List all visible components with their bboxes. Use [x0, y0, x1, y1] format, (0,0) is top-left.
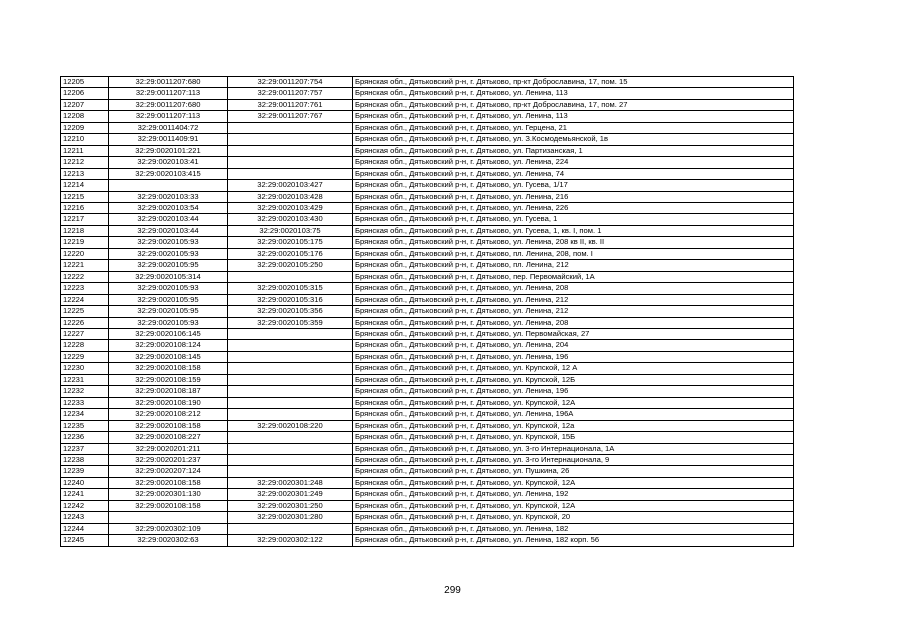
- address-cell: Брянская обл., Дятьковский р-н, г. Дятьково, ул. Ленина, 212: [353, 294, 794, 305]
- table-row: [61, 111, 794, 122]
- address-cell: Брянская обл., Дятьковский р-н, г. Дятьково, ул. Ленина, 224: [353, 157, 794, 168]
- address-cell: Брянская обл., Дятьковский р-н, г. Дятьково, ул. Гусева, 1, кв. I, пом. 1: [353, 225, 794, 236]
- table-row: [61, 409, 794, 420]
- cadastral-number-cell: 32:29:0020105:95: [109, 306, 228, 317]
- table-row: [61, 386, 794, 397]
- row-number-cell: 12223: [61, 283, 109, 294]
- address-cell: Брянская обл., Дятьковский р-н, г. Дятьково, ул. Ленина, 113: [353, 88, 794, 99]
- object-cadastral-number-cell: 32:29:0020105:359: [228, 317, 353, 328]
- object-cadastral-number-cell: 32:29:0020105:175: [228, 237, 353, 248]
- table-row: [61, 500, 794, 511]
- cadastral-number-cell: 32:29:0020103:44: [109, 225, 228, 236]
- table-row: [61, 489, 794, 500]
- table-body: [61, 77, 794, 547]
- cadastral-number-cell: 32:29:0011207:113: [109, 111, 228, 122]
- cadastral-number-cell: 32:29:0011207:680: [109, 99, 228, 110]
- object-cadastral-number-cell: [228, 523, 353, 534]
- table-row: [61, 432, 794, 443]
- object-cadastral-number-cell: 32:29:0011207:761: [228, 99, 353, 110]
- object-cadastral-number-cell: 32:29:0020302:122: [228, 535, 353, 546]
- cadastral-number-cell: 32:29:0011409:91: [109, 134, 228, 145]
- table-row: [61, 523, 794, 534]
- row-number-cell: 12230: [61, 363, 109, 374]
- row-number-cell: 12218: [61, 225, 109, 236]
- table-row: [61, 134, 794, 145]
- cadastral-number-cell: 32:29:0020105:93: [109, 248, 228, 259]
- address-cell: Брянская обл., Дятьковский р-н, г. Дятьково, ул. Ленина, 74: [353, 168, 794, 179]
- object-cadastral-number-cell: 32:29:0020105:250: [228, 260, 353, 271]
- row-number-cell: 12231: [61, 374, 109, 385]
- object-cadastral-number-cell: [228, 340, 353, 351]
- cadastral-number-cell: 32:29:0020103:41: [109, 157, 228, 168]
- table-row: [61, 168, 794, 179]
- table-row: [61, 306, 794, 317]
- address-cell: Брянская обл., Дятьковский р-н, г. Дятьково, ул. 3-го Интернационала, 9: [353, 454, 794, 465]
- row-number-cell: 12209: [61, 122, 109, 133]
- table-row: [61, 317, 794, 328]
- cadastral-number-cell: 32:29:0011404:72: [109, 122, 228, 133]
- address-cell: Брянская обл., Дятьковский р-н, г. Дятьково, ул. Ленина, 196: [353, 386, 794, 397]
- table-row: [61, 512, 794, 523]
- table-row: [61, 477, 794, 488]
- cadastral-number-cell: 32:29:0020201:237: [109, 454, 228, 465]
- address-cell: Брянская обл., Дятьковский р-н, г. Дятьково, ул. Гусева, 1/17: [353, 180, 794, 191]
- table-row: [61, 535, 794, 546]
- row-number-cell: 12229: [61, 351, 109, 362]
- cadastral-number-cell: 32:29:0020108:212: [109, 409, 228, 420]
- address-cell: Брянская обл., Дятьковский р-н, г. Дятьково, ул. Партизанская, 1: [353, 145, 794, 156]
- table-row: [61, 271, 794, 282]
- row-number-cell: 12240: [61, 477, 109, 488]
- address-cell: Брянская обл., Дятьковский р-н, г. Дятьково, ул. Крупской, 12А: [353, 500, 794, 511]
- cadastral-number-cell: 32:29:0020302:63: [109, 535, 228, 546]
- address-cell: Брянская обл., Дятьковский р-н, г. Дятьково, ул. Ленина, 182: [353, 523, 794, 534]
- object-cadastral-number-cell: [228, 374, 353, 385]
- address-cell: Брянская обл., Дятьковский р-н, г. Дятьково, пл. Ленина, 212: [353, 260, 794, 271]
- row-number-cell: 12241: [61, 489, 109, 500]
- cadastral-number-cell: 32:29:0020108:145: [109, 351, 228, 362]
- table-row: [61, 443, 794, 454]
- cadastral-number-cell: 32:29:0020108:158: [109, 363, 228, 374]
- object-cadastral-number-cell: [228, 168, 353, 179]
- table-row: [61, 260, 794, 271]
- cadastral-number-cell: 32:29:0020207:124: [109, 466, 228, 477]
- cadastral-number-cell: 32:29:0020103:44: [109, 214, 228, 225]
- cadastral-number-cell: 32:29:0020108:159: [109, 374, 228, 385]
- cadastral-number-cell: 32:29:0020108:124: [109, 340, 228, 351]
- table-row: [61, 420, 794, 431]
- cadastral-number-cell: 32:29:0020301:130: [109, 489, 228, 500]
- object-cadastral-number-cell: 32:29:0011207:767: [228, 111, 353, 122]
- address-cell: Брянская обл., Дятьковский р-н, г. Дятьково, ул. Первомайская, 27: [353, 328, 794, 339]
- address-cell: Брянская обл., Дятьковский р-н, г. Дятьково, ул. Крупской, 12Б: [353, 374, 794, 385]
- row-number-cell: 12210: [61, 134, 109, 145]
- table-row: [61, 157, 794, 168]
- object-cadastral-number-cell: 32:29:0020301:280: [228, 512, 353, 523]
- address-cell: Брянская обл., Дятьковский р-н, г. Дятьково, ул. Крупской, 12А: [353, 397, 794, 408]
- address-cell: Брянская обл., Дятьковский р-н, г. Дятьково, ул. Крупской, 12а: [353, 420, 794, 431]
- row-number-cell: 12242: [61, 500, 109, 511]
- row-number-cell: 12244: [61, 523, 109, 534]
- object-cadastral-number-cell: [228, 134, 353, 145]
- table-row: [61, 328, 794, 339]
- address-cell: Брянская обл., Дятьковский р-н, г. Дятьково, ул. Ленина, 113: [353, 111, 794, 122]
- cadastral-number-cell: 32:29:0020201:211: [109, 443, 228, 454]
- row-number-cell: 12232: [61, 386, 109, 397]
- row-number-cell: 12243: [61, 512, 109, 523]
- address-cell: Брянская обл., Дятьковский р-н, г. Дятьково, ул. Ленина, 226: [353, 202, 794, 213]
- address-cell: Брянская обл., Дятьковский р-н, г. Дятьково, ул. Ленина, 204: [353, 340, 794, 351]
- cadastral-number-cell: 32:29:0020103:33: [109, 191, 228, 202]
- cadastral-number-cell: 32:29:0020302:109: [109, 523, 228, 534]
- table-row: [61, 99, 794, 110]
- object-cadastral-number-cell: 32:29:0020105:176: [228, 248, 353, 259]
- object-cadastral-number-cell: [228, 363, 353, 374]
- address-cell: Брянская обл., Дятьковский р-н, г. Дятьково, ул. Пушкина, 26: [353, 466, 794, 477]
- address-cell: Брянская обл., Дятьковский р-н, г. Дятьково, пр-кт Доброславина, 17, пом. 27: [353, 99, 794, 110]
- object-cadastral-number-cell: [228, 432, 353, 443]
- row-number-cell: 12245: [61, 535, 109, 546]
- cadastral-number-cell: [109, 180, 228, 191]
- address-cell: Брянская обл., Дятьковский р-н, г. Дятьково, ул. Ленина, 182 корп. 56: [353, 535, 794, 546]
- address-cell: Брянская обл., Дятьковский р-н, г. Дятьково, ул. Ленина, 208 кв II, кв. II: [353, 237, 794, 248]
- object-cadastral-number-cell: 32:29:0020103:430: [228, 214, 353, 225]
- table-row: [61, 180, 794, 191]
- object-cadastral-number-cell: [228, 351, 353, 362]
- object-cadastral-number-cell: 32:29:0011207:754: [228, 77, 353, 88]
- table-row: [61, 248, 794, 259]
- row-number-cell: 12216: [61, 202, 109, 213]
- table-row: [61, 122, 794, 133]
- address-cell: Брянская обл., Дятьковский р-н, г. Дятьково, ул. Ленина, 208: [353, 283, 794, 294]
- cadastral-number-cell: 32:29:0020108:158: [109, 420, 228, 431]
- table-row: [61, 214, 794, 225]
- row-number-cell: 12235: [61, 420, 109, 431]
- address-cell: Брянская обл., Дятьковский р-н, г. Дятьково, ул. 3-го Интернационала, 1А: [353, 443, 794, 454]
- object-cadastral-number-cell: 32:29:0011207:757: [228, 88, 353, 99]
- cadastral-number-cell: 32:29:0020105:95: [109, 294, 228, 305]
- row-number-cell: 12207: [61, 99, 109, 110]
- address-cell: Брянская обл., Дятьковский р-н, г. Дятьково, пл. Ленина, 208, пом. I: [353, 248, 794, 259]
- address-cell: Брянская обл., Дятьковский р-н, г. Дятьково, ул. Ленина, 212: [353, 306, 794, 317]
- address-cell: Брянская обл., Дятьковский р-н, г. Дятьково, ул. Гусева, 1: [353, 214, 794, 225]
- row-number-cell: 12225: [61, 306, 109, 317]
- object-cadastral-number-cell: 32:29:0020105:315: [228, 283, 353, 294]
- table-row: [61, 77, 794, 88]
- object-cadastral-number-cell: [228, 386, 353, 397]
- object-cadastral-number-cell: [228, 328, 353, 339]
- address-cell: Брянская обл., Дятьковский р-н, г. Дятьково, ул. Герцена, 21: [353, 122, 794, 133]
- table-row: [61, 466, 794, 477]
- table-row: [61, 294, 794, 305]
- table-row: [61, 145, 794, 156]
- cadastral-number-cell: 32:29:0020105:93: [109, 317, 228, 328]
- cadastral-number-cell: 32:29:0020108:227: [109, 432, 228, 443]
- table-row: [61, 454, 794, 465]
- address-cell: Брянская обл., Дятьковский р-н, г. Дятьково, пр-кт Доброславина, 17, пом. 15: [353, 77, 794, 88]
- row-number-cell: 12220: [61, 248, 109, 259]
- row-number-cell: 12213: [61, 168, 109, 179]
- table-row: [61, 202, 794, 213]
- table-row: [61, 237, 794, 248]
- cadastral-number-cell: 32:29:0020105:314: [109, 271, 228, 282]
- row-number-cell: 12224: [61, 294, 109, 305]
- row-number-cell: 12222: [61, 271, 109, 282]
- object-cadastral-number-cell: 32:29:0020105:316: [228, 294, 353, 305]
- row-number-cell: 12239: [61, 466, 109, 477]
- object-cadastral-number-cell: 32:29:0020103:427: [228, 180, 353, 191]
- cadastral-number-cell: 32:29:0020101:221: [109, 145, 228, 156]
- table-row: [61, 374, 794, 385]
- table-row: [61, 191, 794, 202]
- object-cadastral-number-cell: 32:29:0020105:356: [228, 306, 353, 317]
- cadastral-number-cell: 32:29:0020105:93: [109, 237, 228, 248]
- table-row: [61, 88, 794, 99]
- object-cadastral-number-cell: 32:29:0020103:75: [228, 225, 353, 236]
- object-cadastral-number-cell: [228, 466, 353, 477]
- row-number-cell: 12233: [61, 397, 109, 408]
- address-cell: Брянская обл., Дятьковский р-н, г. Дятьково, ул. Крупской, 12А: [353, 477, 794, 488]
- object-cadastral-number-cell: [228, 145, 353, 156]
- address-cell: Брянская обл., Дятьковский р-н, г. Дятьково, ул. Крупской, 15Б: [353, 432, 794, 443]
- table-row: [61, 340, 794, 351]
- object-cadastral-number-cell: [228, 443, 353, 454]
- address-cell: Брянская обл., Дятьковский р-н, г. Дятьково, ул. З.Космодемьянской, 1в: [353, 134, 794, 145]
- row-number-cell: 12208: [61, 111, 109, 122]
- row-number-cell: 12214: [61, 180, 109, 191]
- row-number-cell: 12205: [61, 77, 109, 88]
- object-cadastral-number-cell: [228, 271, 353, 282]
- cadastral-number-cell: 32:29:0020105:93: [109, 283, 228, 294]
- object-cadastral-number-cell: 32:29:0020108:220: [228, 420, 353, 431]
- object-cadastral-number-cell: 32:29:0020301:249: [228, 489, 353, 500]
- cadastral-number-cell: 32:29:0020108:158: [109, 500, 228, 511]
- object-cadastral-number-cell: [228, 454, 353, 465]
- row-number-cell: 12215: [61, 191, 109, 202]
- address-cell: Брянская обл., Дятьковский р-н, г. Дятьково, ул. Ленина, 196А: [353, 409, 794, 420]
- table-row: [61, 363, 794, 374]
- cadastral-number-cell: 32:29:0020103:415: [109, 168, 228, 179]
- object-cadastral-number-cell: [228, 409, 353, 420]
- cadastral-table: [60, 76, 794, 547]
- object-cadastral-number-cell: [228, 157, 353, 168]
- address-cell: Брянская обл., Дятьковский р-н, г. Дятьково, ул. Крупской, 12 А: [353, 363, 794, 374]
- row-number-cell: 12221: [61, 260, 109, 271]
- row-number-cell: 12211: [61, 145, 109, 156]
- cadastral-number-cell: 32:29:0020105:95: [109, 260, 228, 271]
- row-number-cell: 12219: [61, 237, 109, 248]
- row-number-cell: 12212: [61, 157, 109, 168]
- address-cell: Брянская обл., Дятьковский р-н, г. Дятьково, ул. Ленина, 216: [353, 191, 794, 202]
- row-number-cell: 12226: [61, 317, 109, 328]
- table-row: [61, 397, 794, 408]
- object-cadastral-number-cell: 32:29:0020301:250: [228, 500, 353, 511]
- page-number: 299: [444, 585, 461, 596]
- address-cell: Брянская обл., Дятьковский р-н, г. Дятьково, ул. Ленина, 192: [353, 489, 794, 500]
- row-number-cell: 12236: [61, 432, 109, 443]
- row-number-cell: 12228: [61, 340, 109, 351]
- object-cadastral-number-cell: [228, 397, 353, 408]
- cadastral-number-cell: 32:29:0011207:680: [109, 77, 228, 88]
- row-number-cell: 12227: [61, 328, 109, 339]
- object-cadastral-number-cell: 32:29:0020103:429: [228, 202, 353, 213]
- address-cell: Брянская обл., Дятьковский р-н, г. Дятьково, ул. Ленина, 208: [353, 317, 794, 328]
- cadastral-number-cell: 32:29:0020108:190: [109, 397, 228, 408]
- row-number-cell: 12234: [61, 409, 109, 420]
- cadastral-number-cell: 32:29:0020108:158: [109, 477, 228, 488]
- table-row: [61, 225, 794, 236]
- cadastral-number-cell: [109, 512, 228, 523]
- row-number-cell: 12206: [61, 88, 109, 99]
- cadastral-number-cell: 32:29:0011207:113: [109, 88, 228, 99]
- object-cadastral-number-cell: 32:29:0020103:428: [228, 191, 353, 202]
- row-number-cell: 12217: [61, 214, 109, 225]
- row-number-cell: 12238: [61, 454, 109, 465]
- object-cadastral-number-cell: [228, 122, 353, 133]
- table-row: [61, 351, 794, 362]
- cadastral-number-cell: 32:29:0020106:145: [109, 328, 228, 339]
- object-cadastral-number-cell: 32:29:0020301:248: [228, 477, 353, 488]
- address-cell: Брянская обл., Дятьковский р-н, г. Дятьково, ул. Крупской, 20: [353, 512, 794, 523]
- address-cell: Брянская обл., Дятьковский р-н, г. Дятьково, ул. Ленина, 196: [353, 351, 794, 362]
- row-number-cell: 12237: [61, 443, 109, 454]
- table-row: [61, 283, 794, 294]
- cadastral-number-cell: 32:29:0020103:54: [109, 202, 228, 213]
- cadastral-number-cell: 32:29:0020108:187: [109, 386, 228, 397]
- address-cell: Брянская обл., Дятьковский р-н, г. Дятьково, пер. Первомайский, 1А: [353, 271, 794, 282]
